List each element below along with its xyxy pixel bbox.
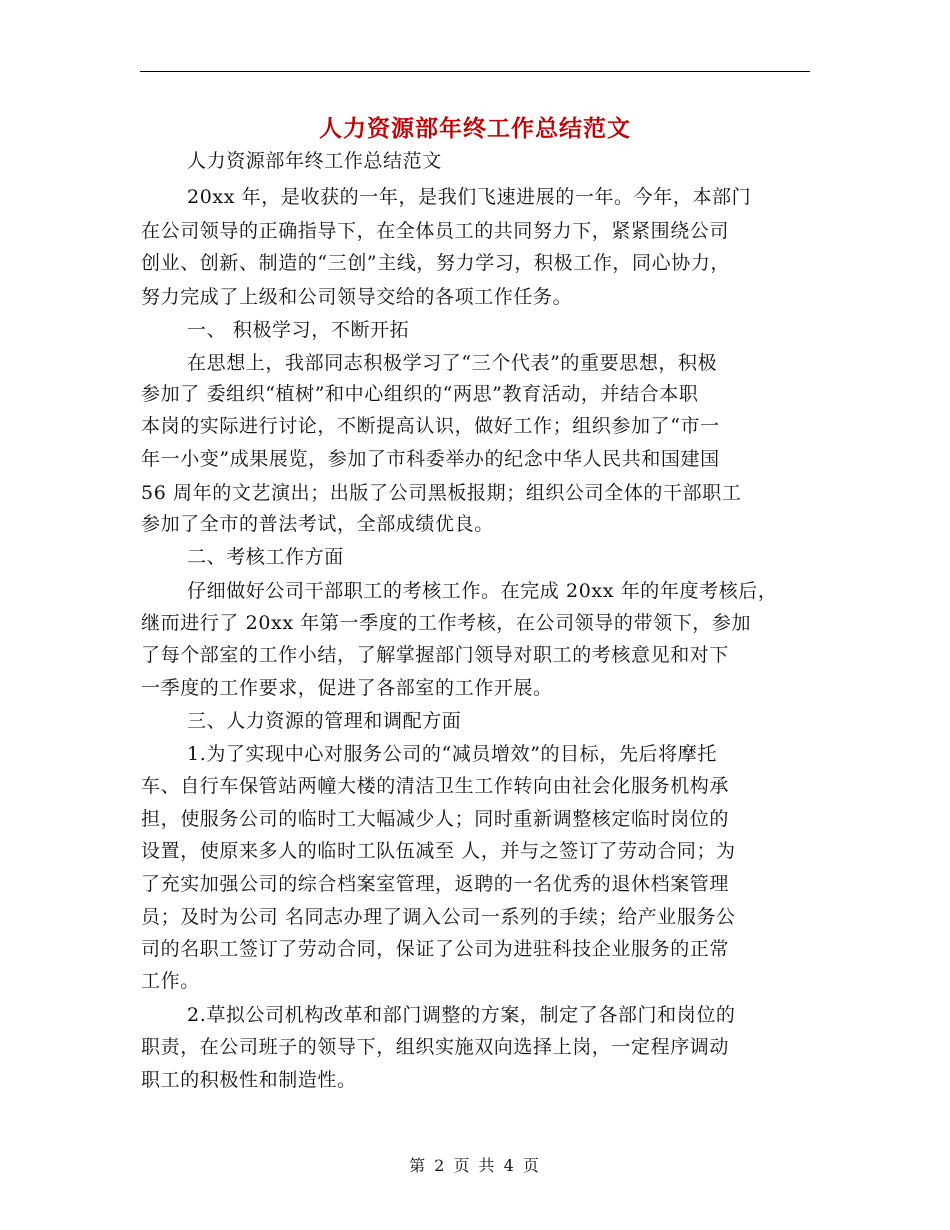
body-line: 在思想上，我部同志积极学习了“三个代表”的重要思想，积极: [187, 352, 718, 374]
body-line: 年一小变”成果展览，参加了市科委举办的纪念中华人民共和国建国: [141, 448, 720, 470]
header-rule: [140, 71, 810, 72]
section-heading: 一、 积极学习，不断开拓: [187, 319, 410, 341]
body-line: 本岗的实际进行讨论，不断提高认识，做好工作；组织参加了“市一: [141, 415, 720, 437]
body-line: 2.草拟公司机构改革和部门调整的方案，制定了各部门和岗位的: [187, 1004, 736, 1026]
body-line: 了充实加强公司的综合档案室管理，返聘的一名优秀的退休档案管理: [141, 873, 730, 895]
body-line: 一季度的工作要求，促进了各部室的工作开展。: [141, 677, 553, 699]
body-line: 创业、创新、制造的“三创”主线，努力学习，积极工作，同心协力，: [141, 252, 731, 274]
document-title: 人力资源部年终工作总结范文: [319, 115, 631, 142]
body-line: 在公司领导的正确指导下，在全体员工的共同努力下，紧紧围绕公司: [141, 220, 730, 242]
body-line: 司的名职工签订了劳动合同，保证了公司为进驻科技企业服务的正常: [141, 938, 730, 960]
body-line: 担，使服务公司的临时工大幅减少人；同时重新调整核定临时岗位的: [141, 808, 730, 830]
body-line: 车、自行车保管站两幢大楼的清洁卫生工作转向由社会化服务机构承: [141, 775, 730, 797]
body-line: 了每个部室的工作小结，了解掌握部门领导对职工的考核意见和对下: [141, 644, 730, 666]
page-number: 第 2 页 共 4 页: [409, 1156, 541, 1175]
section-heading: 三、人力资源的管理和调配方面: [187, 710, 462, 732]
body-line: 1.为了实现中心对服务公司的“减员增效”的目标，先后将摩托: [187, 743, 717, 765]
body-line: 职工的积极性和制造性。: [141, 1069, 357, 1091]
body-line: 参加了 委组织“植树”和中心组织的“两思”教育活动，并结合本职: [141, 383, 699, 405]
body-line: 工作。: [141, 970, 200, 992]
body-line: 努力完成了上级和公司领导交给的各项工作任务。: [141, 286, 573, 308]
body-line: 继而进行了 20xx 年第一季度的工作考核，在公司领导的带领下，参加: [141, 612, 752, 634]
body-line: 参加了全市的普法考试，全部成绩优良。: [141, 513, 494, 535]
body-line: 员；及时为公司 名同志办理了调入公司一系列的手续；给产业服务公: [141, 906, 736, 928]
body-line: 职责，在公司班子的领导下，组织实施双向选择上岗，一定程序调动: [141, 1036, 730, 1058]
section-heading: 二、考核工作方面: [187, 546, 344, 568]
body-line: 设置，使原来多人的临时工队伍减至 人，并与之签订了劳动合同；为: [141, 840, 736, 862]
body-line: 人力资源部年终工作总结范文: [187, 150, 442, 172]
body-line: 56 周年的文艺演出；出版了公司黑板报期；组织公司全体的干部职工: [141, 482, 742, 504]
body-line: 20xx 年，是收获的一年，是我们飞速进展的一年。今年，本部门: [187, 186, 752, 208]
body-line: 仔细做好公司干部职工的考核工作。在完成 20xx 年的年度考核后，: [187, 580, 778, 602]
